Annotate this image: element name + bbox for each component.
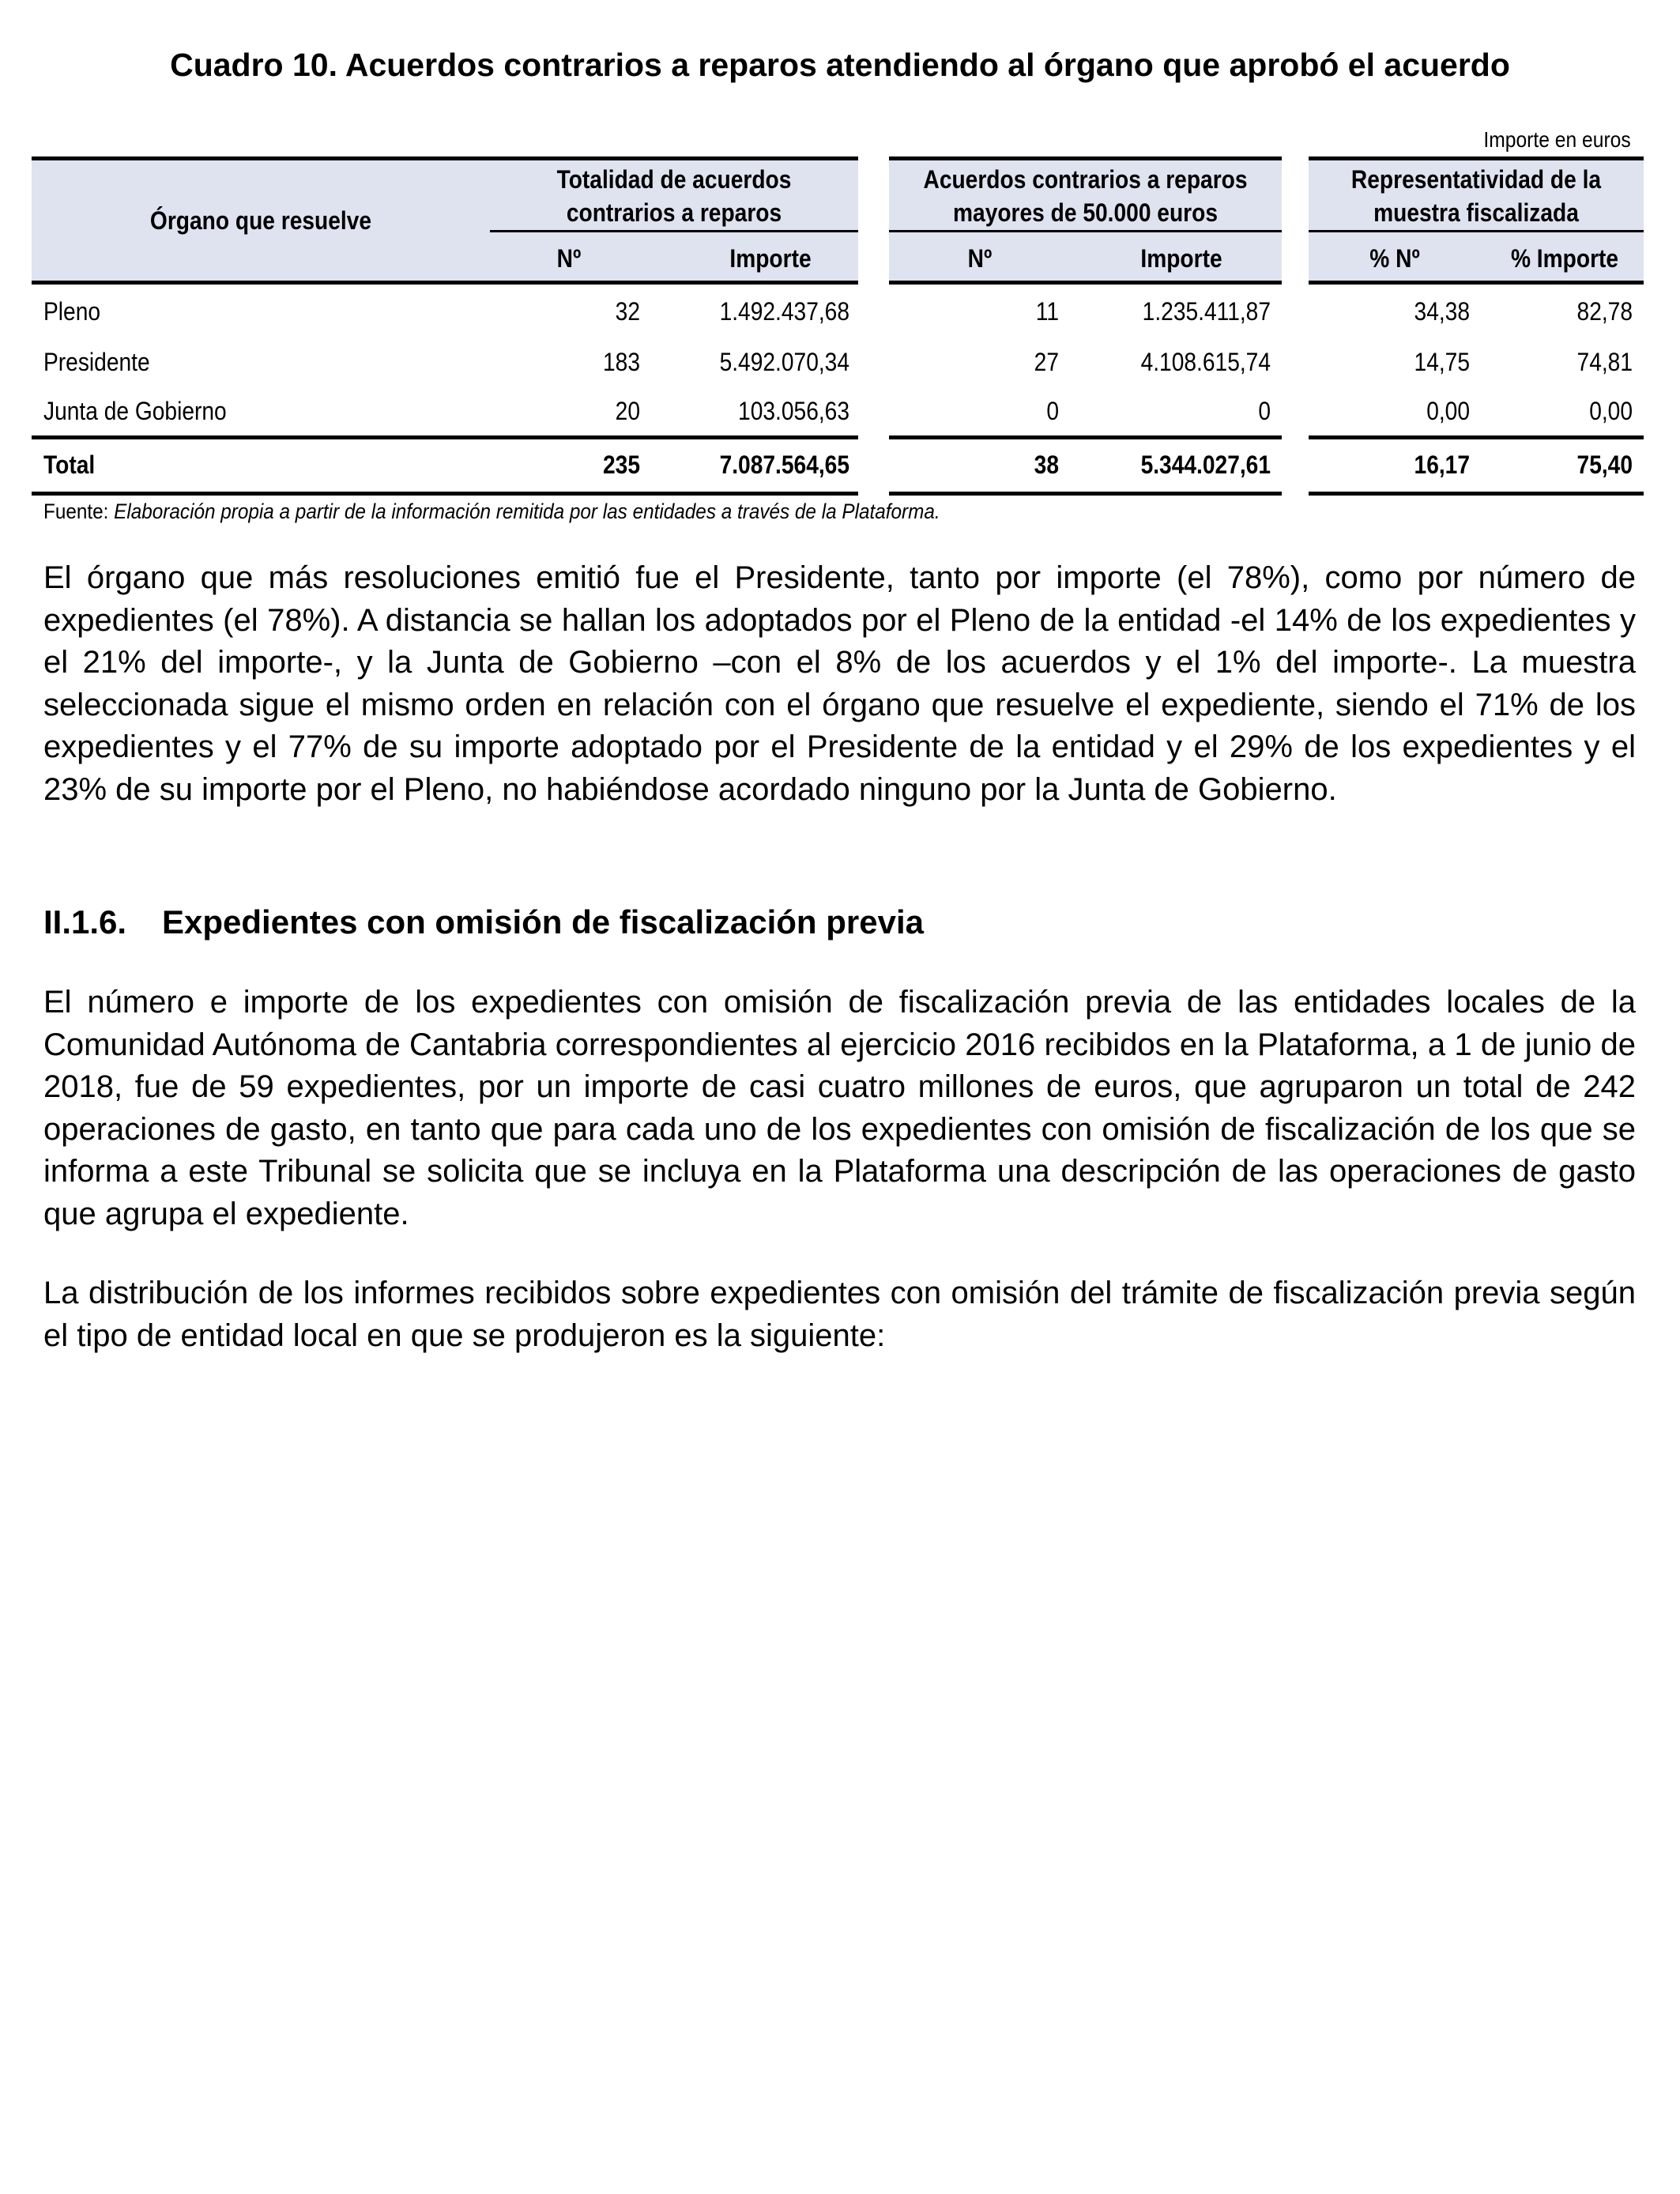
row-label: Presidente bbox=[43, 348, 150, 376]
subheader-n: Nº bbox=[556, 244, 582, 273]
group-header-mayores: Acuerdos contrarios a reparos mayores de 50.000 euros bbox=[923, 165, 1248, 227]
cell-value: 82,78 bbox=[1576, 297, 1633, 326]
subheader-pct-n: % Nº bbox=[1369, 244, 1420, 273]
group-underline bbox=[889, 230, 1282, 232]
group-header-representatividad: Representatividad de la muestra fiscalizada bbox=[1350, 165, 1602, 227]
table-top-rule bbox=[32, 156, 858, 160]
table-header-rule bbox=[889, 281, 1282, 285]
units-note: Importe en euros bbox=[1483, 127, 1631, 152]
cell-value: 183 bbox=[603, 348, 640, 376]
table-source bbox=[43, 499, 940, 524]
total-value: 75,40 bbox=[1576, 450, 1633, 479]
group-underline bbox=[490, 230, 858, 232]
section-number: II.1.6. bbox=[43, 903, 127, 941]
source-prefix: Fuente: bbox=[43, 499, 115, 523]
table-top-rule bbox=[1309, 156, 1644, 160]
total-top-rule bbox=[32, 435, 858, 439]
section-heading bbox=[43, 901, 924, 944]
row-label: Junta de Gobierno bbox=[43, 397, 227, 425]
cell-value: 74,81 bbox=[1576, 348, 1633, 376]
cell-value: 103.056,63 bbox=[738, 397, 849, 425]
cell-value: 0,00 bbox=[1426, 397, 1470, 425]
subheader-importe: Importe bbox=[729, 244, 812, 273]
row-label: Pleno bbox=[43, 297, 101, 326]
paragraph-organo: El órgano que más resoluciones emitió fue el Presidente, tanto por importe (el 78%), como por número de expedientes (el 78%). A distancia se hallan los adoptados por el Pleno de la entidad -el 14% de los expedientes y el 21% del importe-, y la Junta de Gobierno –con el 8% de los acuerdos y el 1% del importe-. La muestra seleccionada sigue el mismo orden en relación con el órgano que resuelve el expediente, siendo el 71% de los expedientes y el 77% de su importe adoptado por el Presidente de la entidad y el 29% de los expedientes y el 23% de su importe por el Pleno, no habiéndose acordado ninguno por la Junta de Gobierno. bbox=[43, 560, 1636, 807]
section-title: Expedientes con omisión de fiscalización previa bbox=[162, 903, 924, 941]
cell-value: 1.235.411,87 bbox=[1142, 297, 1271, 326]
table-bottom-rule bbox=[32, 492, 858, 496]
paragraph-omision: El número e importe de los expedientes con omisión de fiscalización previa de las entidades locales de la Comunidad Autónoma de Cantabria correspondientes al ejercicio 2016 recibidos en la Plataforma, a 1 de junio de 2018, fue de 59 expedientes, por un importe de casi cuatro millones de euros, que agruparon un total de 242 operaciones de gasto, en tanto que para cada uno de los expedientes con omisión de fiscalización de los que se informa a este Tribunal se solicita que se incluya en la Plataforma una descripción de las operaciones de gasto que agrupa el expediente. bbox=[43, 985, 1636, 1231]
total-value: 38 bbox=[1034, 450, 1059, 479]
paragraph-distribucion: La distribución de los informes recibidos sobre expedientes con omisión del trámite de fiscalización previa según el tipo de entidad local en que se produjeron es la siguiente: bbox=[43, 1276, 1636, 1353]
table-bottom-rule bbox=[1309, 492, 1644, 496]
row-header: Órgano que resuelve bbox=[149, 206, 372, 235]
table-header-rule bbox=[32, 281, 858, 285]
cell-value: 20 bbox=[615, 397, 640, 425]
cell-value: 1.492.437,68 bbox=[719, 297, 849, 326]
group-underline bbox=[1309, 230, 1644, 232]
table-top-rule bbox=[889, 156, 1282, 160]
total-value: 5.344.027,61 bbox=[1140, 450, 1271, 479]
table-title: Cuadro 10. Acuerdos contrarios a reparos atendiendo al órgano que aprobó el acuerdo bbox=[170, 47, 1510, 83]
total-value: 16,17 bbox=[1414, 450, 1470, 479]
total-top-rule bbox=[1309, 435, 1644, 439]
cell-value: 0,00 bbox=[1589, 397, 1633, 425]
total-label: Total bbox=[43, 450, 96, 479]
total-value: 235 bbox=[603, 450, 640, 479]
subheader-n: Nº bbox=[967, 244, 993, 273]
subheader-pct-importe: % Importe bbox=[1510, 244, 1619, 273]
cell-value: 32 bbox=[615, 297, 640, 326]
table-header-rule bbox=[1309, 281, 1644, 285]
cell-value: 4.108.615,74 bbox=[1140, 348, 1271, 376]
table-bottom-rule bbox=[889, 492, 1282, 496]
group-header-totalidad: Totalidad de acuerdos contrarios a reparos bbox=[556, 165, 792, 227]
source-text: Elaboración propia a partir de la información remitida por las entidades a través de la Plataforma. bbox=[114, 499, 940, 523]
cell-value: 0 bbox=[1258, 397, 1271, 425]
subheader-importe: Importe bbox=[1140, 244, 1222, 273]
cell-value: 27 bbox=[1034, 348, 1059, 376]
total-top-rule bbox=[889, 435, 1282, 439]
cell-value: 34,38 bbox=[1414, 297, 1470, 326]
cell-value: 14,75 bbox=[1414, 348, 1470, 376]
cell-value: 11 bbox=[1035, 297, 1059, 326]
total-value: 7.087.564,65 bbox=[719, 450, 849, 479]
cell-value: 0 bbox=[1046, 397, 1059, 425]
cell-value: 5.492.070,34 bbox=[719, 348, 849, 376]
